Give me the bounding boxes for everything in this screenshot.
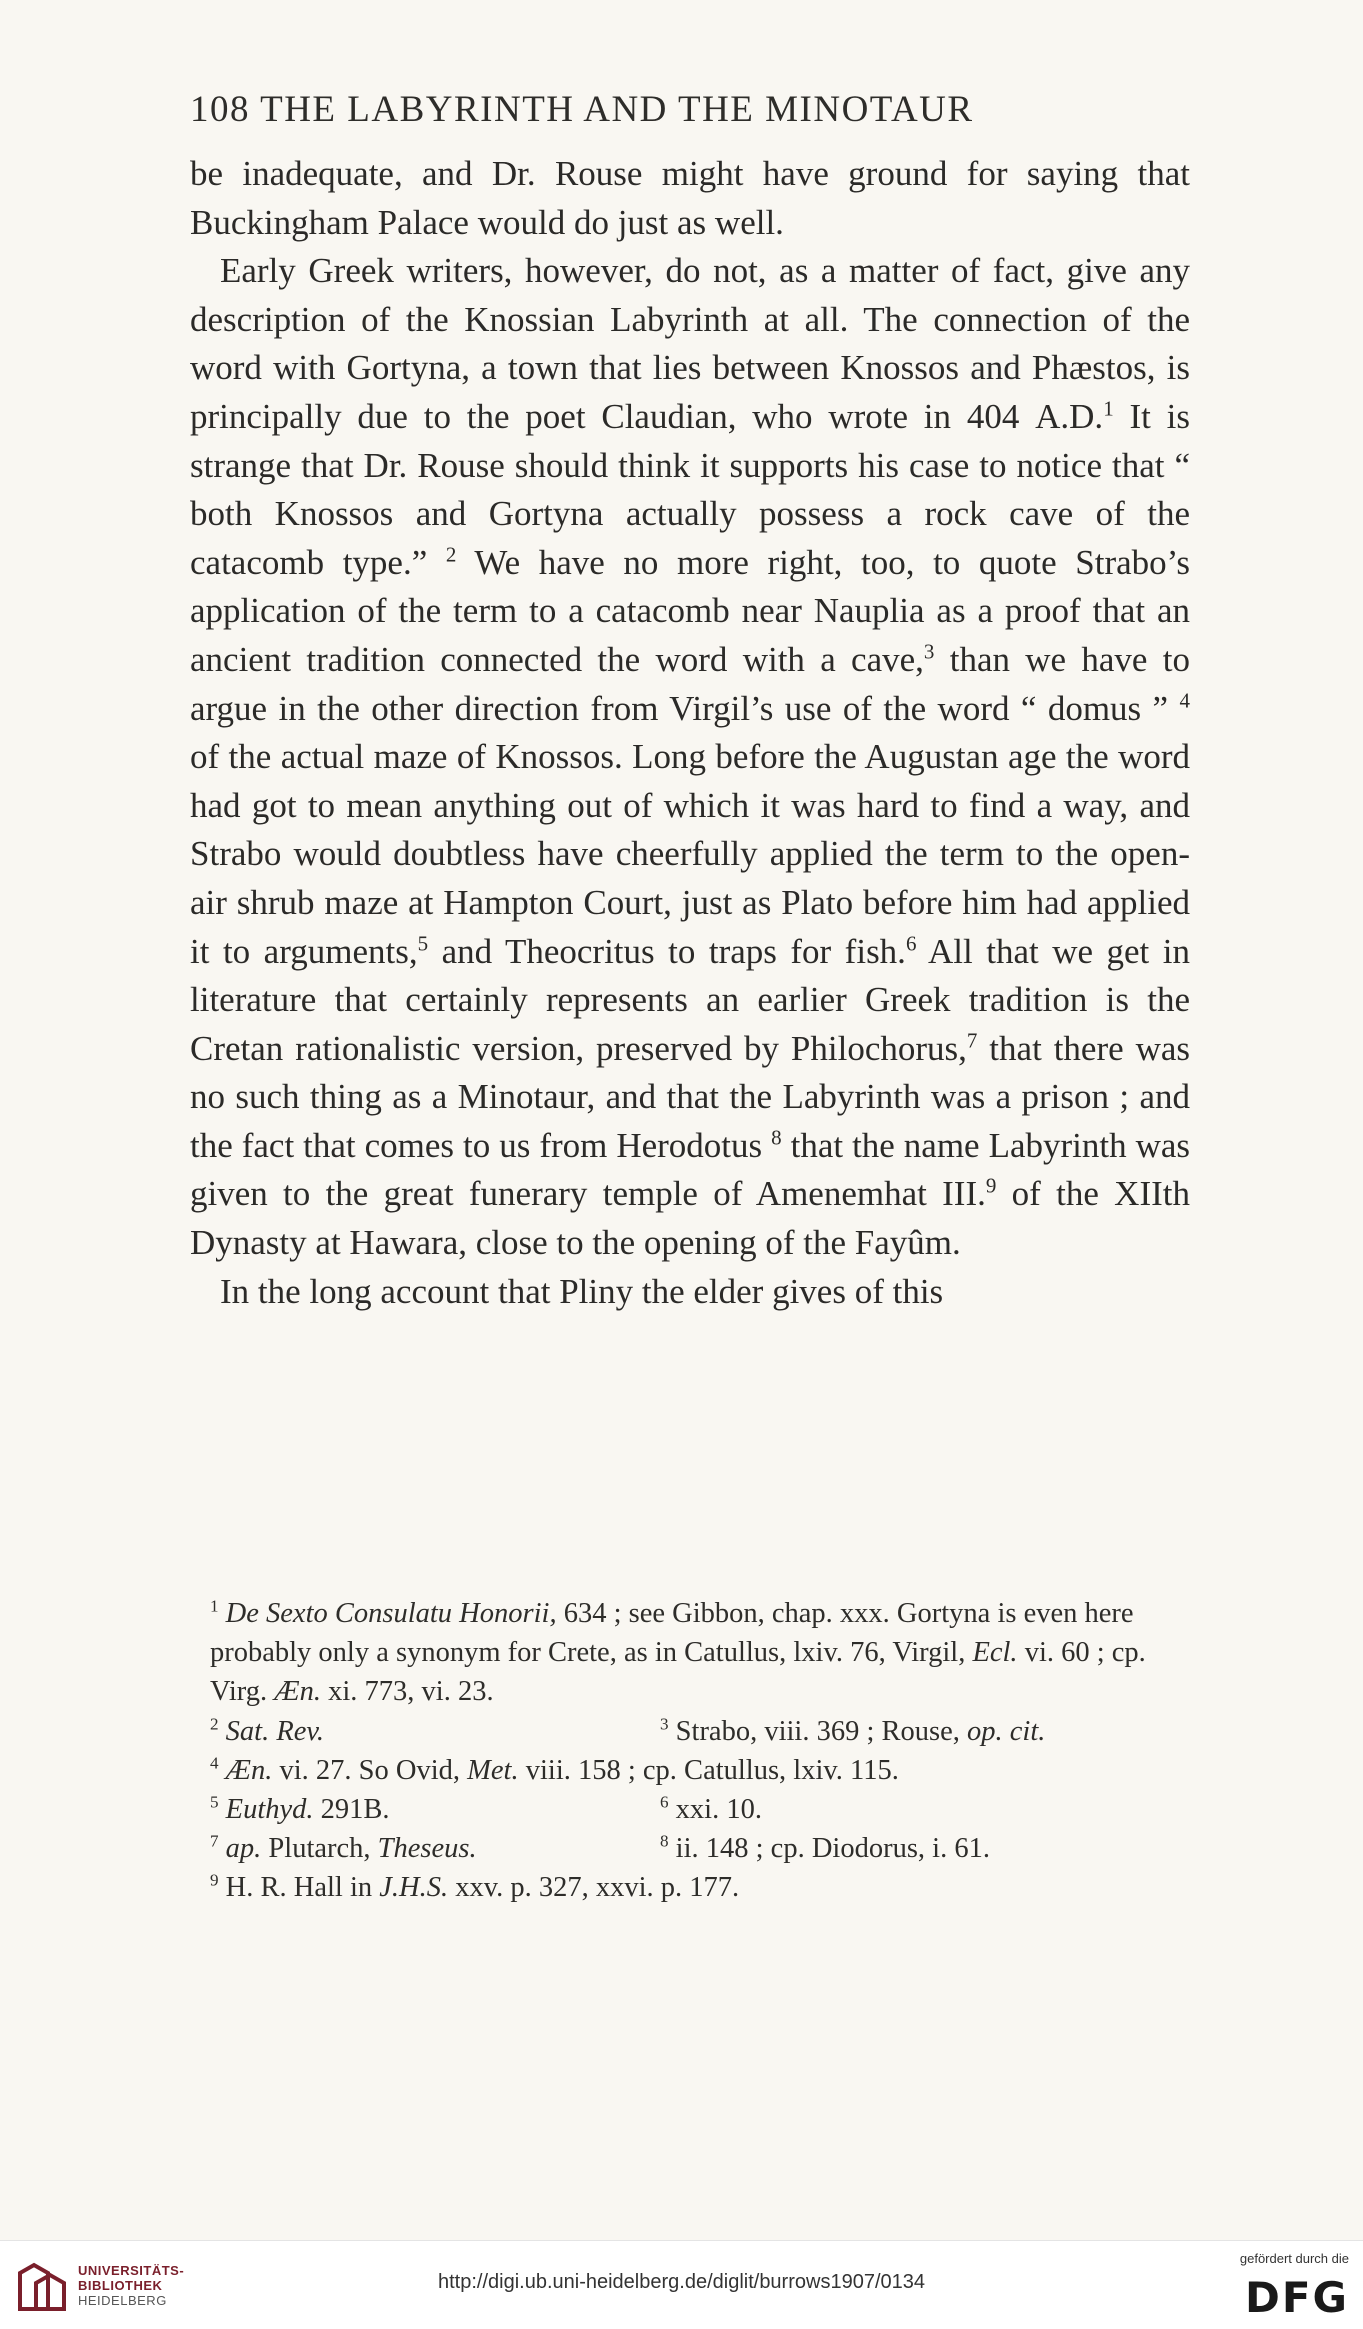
footnote-ref-7: 7 (966, 1028, 978, 1053)
footnote-7-ap: ap. (225, 1833, 262, 1865)
footnote-6-number: 6 (660, 1792, 669, 1812)
footnote-3 (660, 1712, 1045, 1751)
footnote-5-number: 5 (210, 1792, 219, 1812)
footnote-row-7-8 (190, 1829, 1190, 1868)
footnote-ref-2: 2 (445, 542, 457, 567)
p2-text-j: of the XIIth Dynasty at Hawara, close to the opening of the Fayûm. (190, 1174, 1190, 1263)
running-title: THE LABYRINTH AND THE MINOTAUR (260, 89, 974, 130)
footnote-6 (660, 1790, 762, 1829)
footnote-7-text: Plutarch, (261, 1833, 378, 1865)
body-text (190, 150, 1190, 1316)
footnote-9-text-a: H. R. Hall in (218, 1872, 380, 1904)
footnote-2-number: 2 (210, 1714, 219, 1734)
footnote-9-text-b: xxv. p. 327, xxvi. p. 177. (448, 1872, 740, 1904)
footnote-ref-9: 9 (985, 1173, 997, 1198)
footnote-row-5-6 (190, 1790, 1190, 1829)
footnote-1-text-c: xi. 773, vi. 23. (320, 1676, 494, 1708)
digitization-footer (0, 2240, 1363, 2329)
footnote-ref-4: 4 (1179, 687, 1190, 712)
footnote-1-ecl: Ecl. (972, 1637, 1018, 1669)
footnote-5 (210, 1790, 660, 1829)
page-number: 108 (190, 89, 250, 130)
footnote-3-number: 3 (660, 1714, 669, 1734)
footnote-row-2-3 (190, 1712, 1190, 1751)
p2-text-f: and Theocritus to traps for fish. (428, 931, 906, 971)
p2-ad: A.D. (1035, 396, 1104, 436)
footnote-1-text-a: 634 ; see Gibbon, chap. xxx. Gortyna is even here probably only a synonym for Crete, as in Catullus, lxiv. 76, Virgil, (210, 1598, 1134, 1669)
footnote-7-theseus: Theseus. (377, 1833, 477, 1865)
paragraph-1-text: be inadequate, and Dr. Rouse might have ground for saying that Buckingham Palace would do just as well. (190, 154, 1190, 242)
permalink-url[interactable]: http://digi.ub.uni-heidelberg.de/diglit/burrows1907/0134 (437, 2271, 925, 2293)
footnote-4 (190, 1751, 1190, 1790)
p2-text-e: of the actual maze of Knossos. Long before the Augustan age the word had got to mean anything out of which it was hard to find a way, and Strabo would doubtless have cheerfully applied the term to the open-air shrub maze at Hampton Court, just as Plato before him had applied it to arguments, (190, 737, 1190, 971)
footnote-ref-3: 3 (923, 639, 935, 664)
footnote-9-number: 9 (210, 1870, 219, 1890)
footnote-7 (210, 1829, 660, 1868)
footnote-2-text: Sat. Rev. (225, 1715, 325, 1747)
uni-line-1: UNIVERSITÄTS- (78, 2263, 185, 2278)
footnote-5-euthyd: Euthyd. (225, 1794, 314, 1826)
p2-text-d: than we have to argue in the other direction from Virgil’s use of the word “ domus ” (190, 639, 1190, 728)
footnote-7-number: 7 (210, 1831, 219, 1851)
footnote-4-number: 4 (210, 1753, 219, 1773)
p2-text-c: We have no more right, too, to quote Strabo’s application of the term to a catacomb near Nauplia as a proof that an ancient tradition connected the word with a cave, (190, 542, 1190, 679)
footnote-ref-8: 8 (771, 1125, 782, 1150)
paragraph-3 (190, 1268, 1190, 1317)
footnote-4-met: Met. (467, 1754, 519, 1786)
footnote-ref-5: 5 (417, 930, 429, 955)
paragraph-1 (190, 150, 1190, 247)
footnote-6-text: xxi. 10. (668, 1794, 762, 1826)
footnote-8 (660, 1829, 990, 1868)
footnote-9 (190, 1868, 1190, 1907)
footnote-8-number: 8 (660, 1831, 669, 1851)
footnote-4-text-b: viii. 158 ; cp. Catullus, lxiv. 115. (518, 1754, 899, 1786)
footnote-4-aen: Æn. (225, 1754, 273, 1786)
funded-by-label: gefördert durch die (1239, 2251, 1349, 2266)
footnote-4-text-a: vi. 27. So Ovid, (272, 1754, 468, 1786)
uni-line-3: HEIDELBERG (78, 2293, 167, 2308)
footnote-1-title: De Sexto Consulatu Honorii, (225, 1598, 557, 1629)
p2-text-g: All that we get in literature that certainly represents an earlier Greek tradition is the Cretan rationalistic version, preserved by Philochorus, (190, 931, 1190, 1068)
footnote-8-text: ii. 148 ; cp. Diodorus, i. 61. (668, 1833, 990, 1865)
dfg-logo: DFG (1244, 2273, 1349, 2322)
footnote-ref-6: 6 (905, 930, 917, 955)
footnote-3-text: Strabo, viii. 369 ; Rouse, (668, 1715, 968, 1747)
footnote-9-jhs: J.H.S. (379, 1872, 449, 1904)
uni-line-2: BIBLIOTHEK (78, 2278, 163, 2293)
footnotes (190, 1594, 1190, 1908)
footnote-1-aen: Æn. (274, 1676, 321, 1708)
p2-text-i: that the name Labyrinth was given to the great funerary temple of Amenemhat III. (190, 1125, 1191, 1214)
p2-text-b: It is strange that Dr. Rouse should think it supports his case to notice that “ both Knossos and Gortyna actually possess a rock cave of the catacomb type.” (190, 396, 1190, 582)
footnote-1 (190, 1594, 1190, 1712)
paragraph-2 (190, 247, 1190, 1267)
p2-text-a: Early Greek writers, however, do not, as a matter of fact, give any description of the Knossian Labyrinth at all. The connection of the word with Gortyna, a town that lies between Knossos and Phæstos, is principally due to the poet Claudian, who wrote in 404 (190, 251, 1190, 436)
footnote-1-number: 1 (210, 1596, 219, 1616)
p2-text-h: that there was no such thing as a Minotaur, and that the Labyrinth was a prison ; and the fact that comes to us from Herodotus (190, 1028, 1190, 1165)
paragraph-3-text: In the long account that Pliny the elder gives of this (220, 1271, 944, 1311)
footnote-1-text-b: vi. 60 ; cp. Virg. (210, 1637, 1146, 1708)
footnote-3-op-cit: op. cit. (967, 1715, 1046, 1747)
running-header (190, 88, 1170, 131)
footnote-5-text: 291B. (313, 1794, 390, 1826)
footnote-2 (210, 1712, 660, 1751)
footnote-ref-1: 1 (1103, 396, 1114, 421)
